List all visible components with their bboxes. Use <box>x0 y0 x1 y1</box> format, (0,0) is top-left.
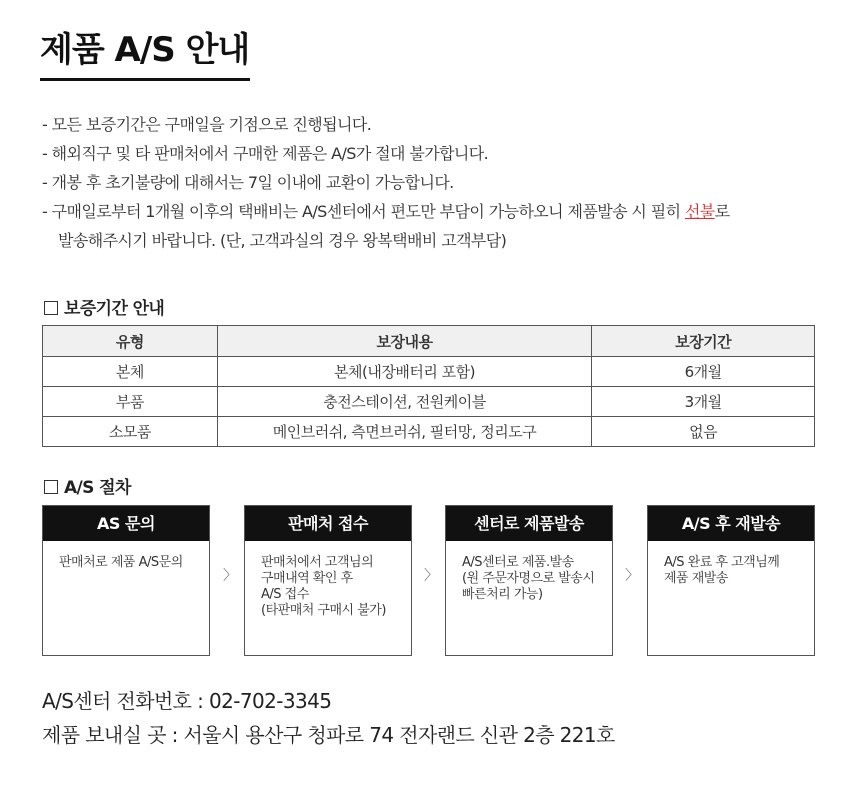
step-card-return <box>647 505 815 656</box>
step-title: A/S 후 재발송 <box>648 506 814 541</box>
step-line: A/S센터로 제품.발송 <box>462 555 574 570</box>
contact-info <box>42 684 615 752</box>
procedure-section-label: A/S 절차 <box>64 478 131 498</box>
chevron-right-icon: 〉 <box>223 568 237 584</box>
shipping-address: 제품 보내실 곳 : 서울시 용산구 청파로 74 전자랜드 신관 2층 221호 <box>42 723 615 747</box>
step-line: A/S 접수 <box>261 587 309 602</box>
table-cell: 본체(내장배터리 포함) <box>217 357 592 387</box>
procedure-steps <box>42 505 817 658</box>
procedure-section-title <box>44 473 131 498</box>
checkbox-square-icon <box>44 301 58 315</box>
step-description <box>446 541 612 603</box>
step-title: 센터로 제품발송 <box>446 506 612 541</box>
chevron-right-icon: 〉 <box>424 568 438 584</box>
table-cell: 없음 <box>592 417 815 447</box>
notice-item: - 개봉 후 초기불량에 대해서는 7일 이내에 교환이 가능합니다. <box>42 173 454 192</box>
chevron-right-icon: 〉 <box>625 568 639 584</box>
column-header: 보장기간 <box>592 326 815 357</box>
step-line: (원 주문자명으로 발송시 <box>462 571 595 586</box>
table-cell: 충전스테이션, 전원케이블 <box>217 387 592 417</box>
warranty-section-title <box>44 294 164 319</box>
table-row <box>43 417 815 447</box>
step-line: 판매처에서 고객님의 <box>261 555 374 570</box>
table-cell: 본체 <box>43 357 218 387</box>
step-card-shipping <box>445 505 613 656</box>
table-cell: 소모품 <box>43 417 218 447</box>
step-line: 구매내역 확인 후 <box>261 571 353 586</box>
step-description <box>245 541 411 619</box>
prepaid-highlight: 선불 <box>684 202 715 221</box>
table-header-row <box>43 326 815 357</box>
step-description <box>43 541 209 571</box>
column-header: 보장내용 <box>217 326 592 357</box>
notice-item: 발송해주시기 바랍니다. (단, 고객과실의 경우 왕복택배비 고객부담) <box>58 231 507 250</box>
step-line: (타판매처 구매시 불가) <box>261 603 386 618</box>
checkbox-square-icon <box>44 480 58 494</box>
step-description <box>648 541 814 587</box>
table-row <box>43 357 815 387</box>
notice-item: - 해외직구 및 타 판매처에서 구매한 제품은 A/S가 절대 불가합니다. <box>42 144 489 163</box>
step-line: 판매처로 제품 A/S문의 <box>59 555 183 570</box>
warranty-section-label: 보증기간 안내 <box>64 299 165 319</box>
table-row <box>43 387 815 417</box>
table-cell: 메인브러쉬, 측면브러쉬, 필터망, 정리도구 <box>217 417 592 447</box>
table-cell: 3개월 <box>592 387 815 417</box>
page-title: 제품 A/S 안내 <box>40 30 250 70</box>
step-card-inquiry <box>42 505 210 656</box>
step-title: 판매처 접수 <box>245 506 411 541</box>
notice-text: - 구매일로부터 1개월 이후의 택배비는 A/S센터에서 편도만 부담이 가능하오니 제품발송 시 필히 <box>42 202 685 221</box>
step-line: 제품 재발송 <box>664 571 728 586</box>
warranty-table <box>42 325 815 447</box>
column-header: 유형 <box>43 326 218 357</box>
table-cell: 6개월 <box>592 357 815 387</box>
title-underline <box>40 78 250 81</box>
step-line: 빠른처리 가능) <box>462 587 543 602</box>
step-card-reception <box>244 505 412 656</box>
center-phone: A/S센터 전화번호 : 02-702-3345 <box>42 689 332 713</box>
notice-item: - 모든 보증기간은 구매일을 기점으로 진행됩니다. <box>42 115 372 134</box>
step-title: AS 문의 <box>43 506 209 541</box>
notice-list <box>42 110 832 255</box>
table-cell: 부품 <box>43 387 218 417</box>
notice-text: 로 <box>714 202 730 221</box>
notice-item <box>42 197 832 226</box>
step-line: A/S 완료 후 고객님께 <box>664 555 780 570</box>
